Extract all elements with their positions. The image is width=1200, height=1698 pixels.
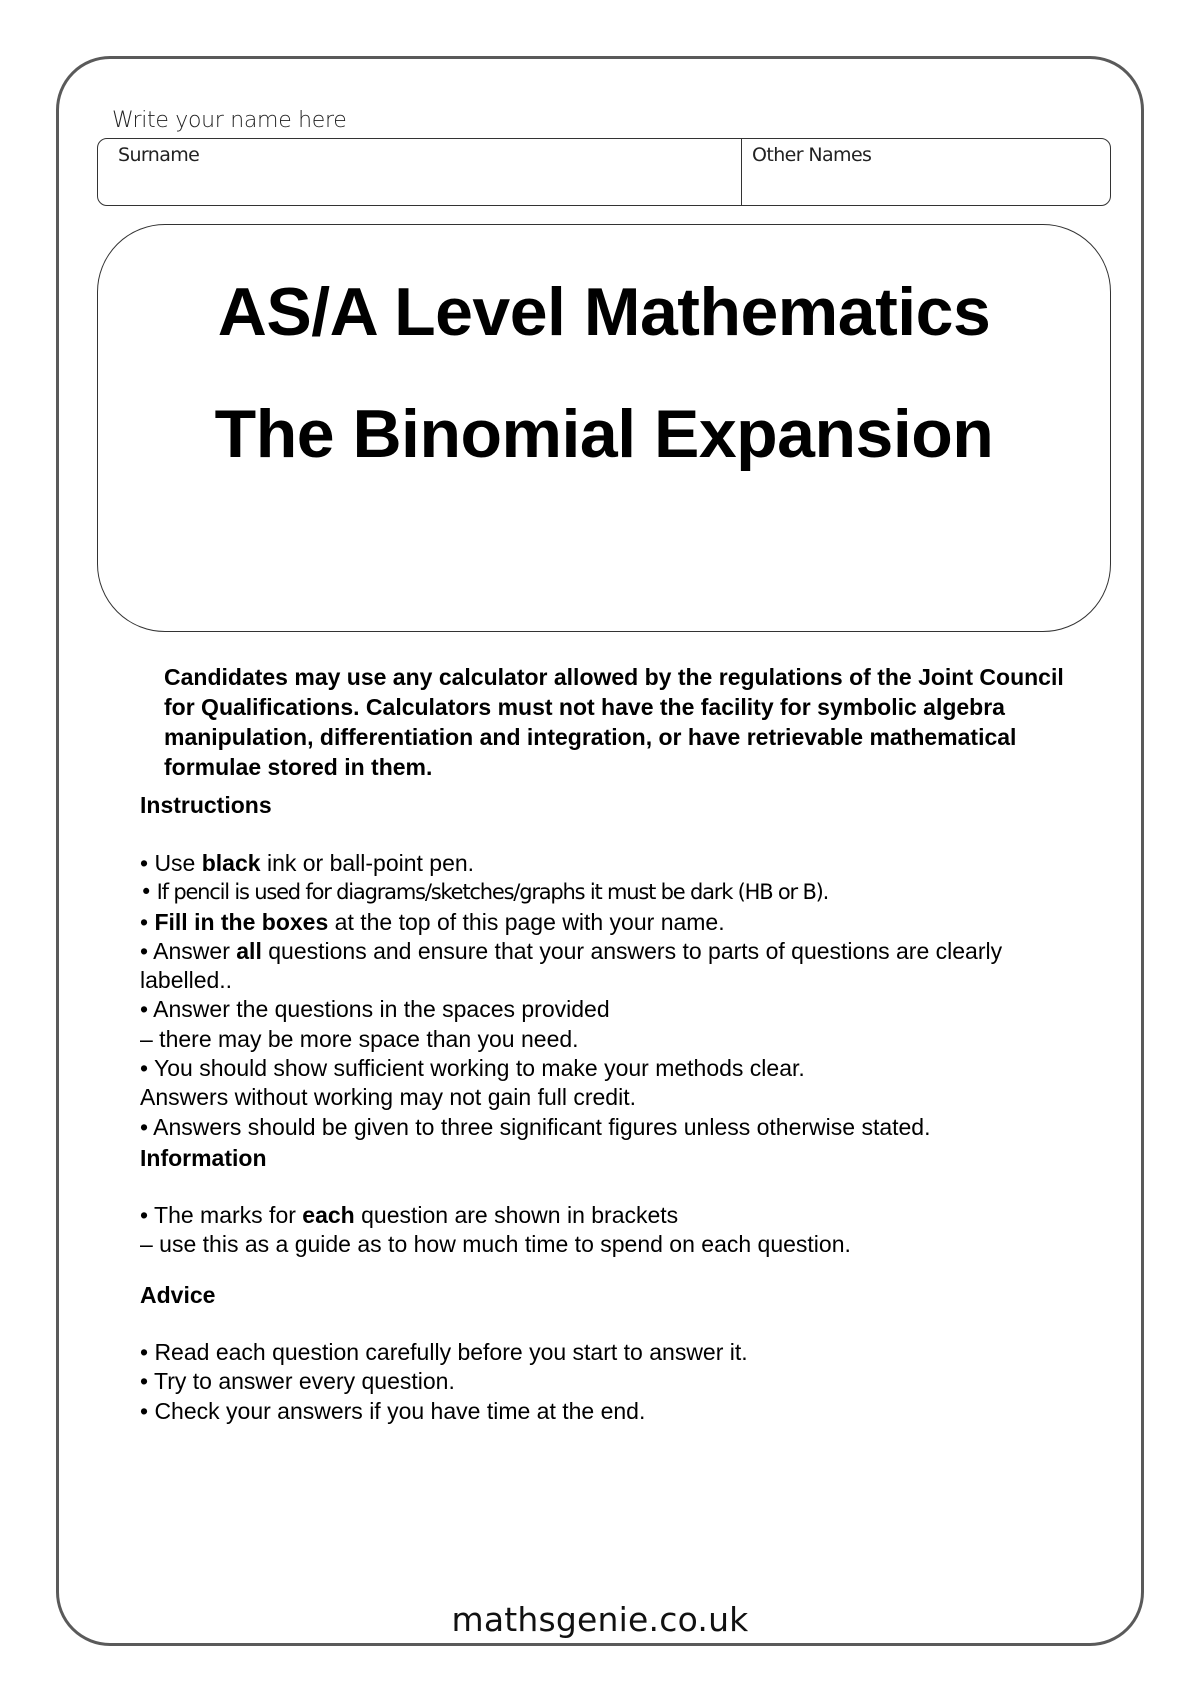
list-item bbox=[140, 1230, 1100, 1259]
title-subject: AS/A Level Mathematics bbox=[217, 274, 991, 350]
list-item bbox=[140, 937, 1100, 996]
item-text: • bbox=[140, 908, 155, 935]
instructions-list bbox=[140, 849, 1100, 1142]
list-item bbox=[140, 1113, 1100, 1142]
item-text: • Use bbox=[140, 850, 202, 876]
list-item bbox=[140, 1083, 1100, 1112]
name-prompt: Write your name here bbox=[112, 108, 347, 133]
item-emphasis: black bbox=[201, 850, 261, 876]
item-text: ink or ball-point pen. bbox=[260, 850, 475, 876]
advice-list bbox=[140, 1338, 1100, 1426]
information-heading: Information bbox=[140, 1145, 267, 1171]
item-text: questions and ensure that your answers to parts of questions are clearly labelled.. bbox=[140, 937, 1003, 994]
item-text: • Answers should be given to three significant figures unless otherwise stated. bbox=[140, 1113, 931, 1140]
footer-site: mathsgenie.co.uk bbox=[451, 1600, 749, 1639]
item-emphasis: each bbox=[302, 1202, 355, 1228]
list-item bbox=[140, 1367, 1100, 1396]
item-text: • Answer the questions in the spaces provided bbox=[140, 996, 610, 1023]
title-topic: The Binomial Expansion bbox=[214, 396, 994, 472]
item-text: • You should show sufficient working to make your methods clear. bbox=[140, 1055, 805, 1082]
surname-label: Surname bbox=[118, 144, 200, 166]
item-text: • Answer bbox=[140, 937, 237, 964]
list-item bbox=[140, 1054, 1100, 1083]
list-item bbox=[140, 995, 1100, 1024]
item-text: • If pencil is used for diagrams/sketches/graphs it must be dark (HB or B). bbox=[140, 880, 829, 905]
list-item bbox=[140, 1338, 1100, 1367]
other-names-field[interactable] bbox=[742, 139, 1110, 205]
instructions-heading: Instructions bbox=[140, 792, 272, 818]
name-box bbox=[97, 138, 1111, 206]
item-text: question are shown in brackets bbox=[354, 1202, 679, 1228]
list-item bbox=[140, 908, 1100, 937]
item-text: – there may be more space than you need. bbox=[140, 1025, 579, 1052]
list-item bbox=[140, 1397, 1100, 1426]
calculator-notice: Candidates may use any calculator allowed by the regulations of the Joint Council for Qualifications. Calculators must not have the facility for symbolic algebra manipulation, differentiation and integration, or have retrievable mathematical formulae stored in them. bbox=[164, 664, 1064, 780]
list-item bbox=[140, 849, 1100, 878]
item-emphasis: Fill in the boxes bbox=[154, 908, 329, 935]
item-text: • Check your answers if you have time at the end. bbox=[140, 1397, 646, 1424]
title-box bbox=[97, 224, 1111, 632]
item-text: • Read each question carefully before you start to answer it. bbox=[140, 1339, 748, 1365]
other-names-label: Other Names bbox=[752, 144, 872, 166]
list-item bbox=[140, 1025, 1100, 1054]
item-text: • The marks for bbox=[140, 1202, 303, 1228]
item-text: at the top of this page with your name. bbox=[328, 908, 725, 935]
item-text: Answers without working may not gain full credit. bbox=[140, 1084, 636, 1111]
information-list bbox=[140, 1201, 1100, 1260]
advice-heading: Advice bbox=[140, 1282, 216, 1308]
item-text: • Try to answer every question. bbox=[140, 1368, 455, 1395]
surname-field[interactable] bbox=[98, 139, 742, 205]
item-text: – use this as a guide as to how much time to spend on each question. bbox=[140, 1231, 851, 1258]
list-item bbox=[140, 878, 1100, 907]
item-emphasis: all bbox=[236, 937, 262, 964]
list-item bbox=[140, 1201, 1100, 1230]
